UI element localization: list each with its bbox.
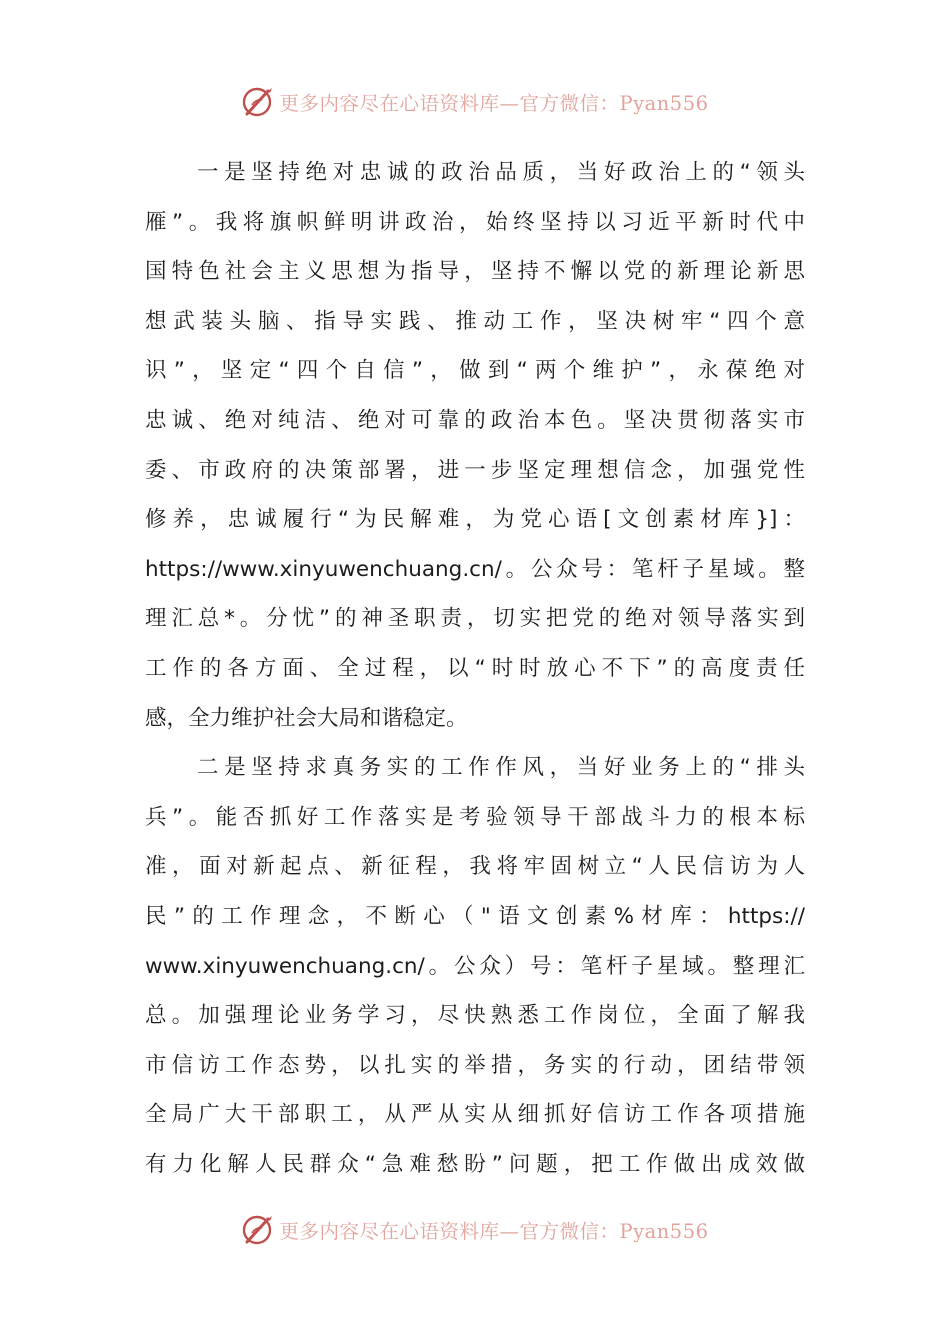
text-line: 全局广大干部职工，从严从实从细抓好信访工作各项措施 (145, 1102, 805, 1128)
header-watermark (0, 80, 950, 124)
text-line: 委、市政府的决策部署，进一步坚定理想信念，加强党性 (145, 457, 805, 483)
text-line: 有力化解人民群众“急难愁盼”问题，把工作做出成效做 (145, 1151, 805, 1177)
text-line: 总。加强理论业务学习，尽快熟悉工作岗位，全面了解我 (145, 1003, 805, 1029)
text-line: https://www.xinyuwenchuang.cn/。公众号：笔杆子星域。整 (145, 556, 805, 582)
text-line: 国特色社会主义思想为指导，坚持不懈以党的新理论新思 (145, 259, 805, 285)
paragraph (145, 743, 805, 1189)
paragraph (145, 148, 805, 743)
text-line: 兵”。能否抓好工作落实是考验领导干部战斗力的根本标 (145, 804, 805, 830)
text-line: 识”，坚定“四个自信”，做到“两个维护”，永葆绝对 (145, 358, 805, 384)
text-line: 理汇总*。分忧”的神圣职责，切实把党的绝对领导落实到 (145, 606, 805, 632)
text-line: www.xinyuwenchuang.cn/。公众）号：笔杆子星域。整理汇 (145, 953, 805, 979)
text-line: 忠诚、绝对纯洁、绝对可靠的政治本色。坚决贯彻落实市 (145, 407, 805, 433)
pen-seal-icon (241, 85, 275, 119)
text-line: 感，全力维护社会大局和谐稳定。 (145, 705, 468, 731)
text-line: 一是坚持绝对忠诚的政治品质，当好政治上的“领头 (197, 160, 805, 185)
text-line: 市信访工作态势，以扎实的举措，务实的行动，团结带领 (145, 1052, 805, 1078)
text-line: 修养，忠诚履行“为民解难，为党心语[文创素材库}]： (145, 507, 805, 533)
text-line: 准，面对新起点、新征程，我将牢固树立“人民信访为人 (145, 854, 805, 880)
text-line: 工作的各方面、全过程，以“时时放心不下”的高度责任 (145, 655, 805, 681)
text-line: 二是坚持求真务实的工作作风，当好业务上的“排头 (197, 755, 805, 781)
text-line: 想武装头脑、指导实践、推动工作，坚决树牢“四个意 (145, 308, 805, 334)
text-line: 民”的工作理念，不断心（"语文创素%材库：https:// (145, 903, 805, 929)
document-body (145, 148, 805, 1189)
footer-watermark (0, 1208, 950, 1252)
watermark-text: 更多内容尽在心语资料库—官方微信：Pyan556 (279, 92, 709, 115)
text-line: 雁”。我将旗帜鲜明讲政治，始终坚持以习近平新时代中 (145, 209, 805, 235)
pen-seal-icon (241, 1213, 275, 1247)
watermark-text: 更多内容尽在心语资料库—官方微信：Pyan556 (279, 1220, 709, 1243)
